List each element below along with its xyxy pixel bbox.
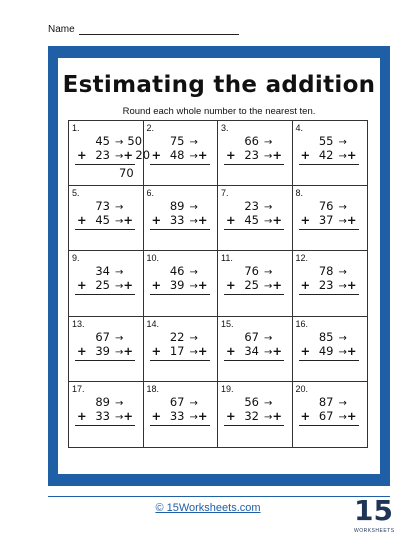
arrow-icon: →	[264, 137, 273, 148]
plus-sign: +	[77, 213, 87, 228]
addend-top: 66	[244, 134, 259, 148]
problem-number: 15.	[221, 318, 234, 329]
addend-top: 67	[244, 329, 259, 344]
addend-top: 87	[318, 394, 334, 409]
addend-row-bottom	[77, 409, 153, 423]
addend-bottom: 34	[244, 343, 259, 358]
addend-row-bottom	[152, 148, 228, 162]
plus-sign: +	[300, 408, 311, 423]
answer-rule	[224, 294, 284, 295]
addend-row-bottom	[152, 278, 228, 292]
arrow-icon: →	[115, 202, 124, 214]
problem-number: 11.	[221, 253, 233, 264]
addend-top: 22	[169, 329, 185, 344]
plus-sign: +	[77, 343, 87, 358]
addend-bottom: 39	[169, 278, 185, 293]
plus-sign: +	[300, 278, 311, 293]
addend-row-bottom	[77, 278, 153, 292]
problem-number: 17.	[72, 383, 85, 394]
plus-sign: +	[346, 148, 357, 162]
arrow-icon: →	[115, 281, 124, 293]
addend-bottom: 17	[169, 343, 185, 358]
arrow-icon: →	[115, 216, 124, 228]
arrow-icon: →	[338, 411, 347, 423]
problem-number: 12.	[295, 253, 309, 264]
addend-bottom: 39	[95, 343, 110, 358]
addend-row-bottom	[226, 409, 302, 423]
plus-sign: +	[226, 278, 236, 293]
addend-row-top	[77, 330, 145, 344]
problem-number: 3.	[221, 123, 229, 133]
addend-top: 34	[95, 264, 110, 279]
addend-bottom: 25	[244, 278, 259, 293]
addend-top: 76	[318, 199, 334, 214]
arrow-icon: →	[338, 332, 347, 344]
plus-sign: +	[151, 408, 162, 423]
addend-row-top	[301, 395, 369, 409]
plus-sign: +	[123, 278, 134, 293]
addend-top: 67	[95, 329, 110, 344]
plus-sign: +	[226, 213, 236, 228]
arrow-icon: →	[189, 397, 198, 409]
plus-sign: +	[300, 148, 311, 162]
addend-row-bottom	[77, 344, 153, 358]
addend-bottom: 49	[318, 343, 334, 358]
plus-sign: +	[272, 278, 283, 293]
addend-row-top	[77, 395, 145, 409]
addend-row-bottom	[77, 213, 153, 227]
plus-sign: +	[123, 148, 134, 162]
addend-top: 23	[244, 199, 259, 214]
answer-rule	[75, 425, 135, 426]
arrow-icon: →	[338, 202, 347, 214]
answer-rule	[75, 294, 135, 295]
plus-sign: +	[346, 278, 357, 293]
problem-cell	[293, 317, 368, 382]
plus-sign: +	[197, 148, 208, 162]
arrow-icon: →	[189, 267, 198, 279]
arrow-icon: →	[338, 137, 347, 148]
addend-row-bottom	[152, 409, 228, 423]
arrow-icon: →	[115, 332, 124, 344]
answer-rule	[299, 360, 359, 361]
addend-row-bottom	[226, 213, 302, 227]
addend-bottom: 33	[95, 408, 110, 423]
problem-number: 16.	[295, 318, 309, 329]
arrow-icon: →	[189, 346, 198, 358]
problem-number: 8.	[295, 188, 304, 199]
plus-sign: +	[197, 278, 208, 293]
arrow-icon: →	[189, 216, 198, 228]
answer-rule	[224, 360, 284, 361]
problem-cell	[69, 317, 144, 382]
addend-bottom: 23	[318, 278, 334, 293]
addend-bottom: 45	[95, 213, 110, 228]
addend-row-top	[301, 330, 369, 344]
plus-sign: +	[226, 148, 236, 162]
addend-top: 78	[318, 264, 334, 279]
plus-sign: +	[272, 343, 283, 358]
answer-rule	[75, 360, 135, 361]
arrow-icon: →	[189, 202, 198, 214]
addend-bottom: 37	[318, 213, 334, 228]
problem-number: 13.	[72, 318, 85, 329]
addend-bottom: 23	[244, 148, 259, 162]
problem-cell	[218, 186, 293, 251]
addend-top: 67	[169, 394, 185, 409]
addend-row-top	[226, 395, 294, 409]
plus-sign: +	[346, 213, 357, 228]
arrow-icon: →	[264, 281, 273, 293]
plus-sign: +	[300, 213, 311, 228]
plus-sign: +	[151, 148, 162, 162]
addend-top: 85	[318, 329, 334, 344]
answer-rule	[299, 294, 359, 295]
name-field	[48, 24, 239, 35]
addend-top: 89	[169, 199, 185, 214]
addend-row-top	[77, 199, 145, 213]
answer-rule	[150, 425, 210, 426]
plus-sign: +	[272, 408, 283, 423]
addend-row-top	[226, 330, 294, 344]
problem-number: 7.	[221, 188, 229, 199]
problem-number: 10.	[146, 253, 160, 264]
problem-cell	[293, 186, 368, 251]
answer-rule	[150, 164, 210, 165]
addend-row-bottom	[301, 409, 377, 423]
addend-row-top	[226, 199, 294, 213]
problem-cell	[218, 251, 293, 316]
addend-row-top	[226, 264, 294, 278]
problem-number: 5.	[72, 188, 80, 199]
problem-cell	[293, 382, 368, 447]
plus-sign: +	[123, 343, 134, 358]
arrow-icon: →	[189, 151, 198, 162]
problem-cell	[69, 251, 144, 316]
problem-number: 18.	[146, 383, 160, 394]
problem-number: 14.	[146, 318, 160, 329]
plus-sign: +	[197, 343, 208, 358]
addend-row-bottom	[301, 213, 377, 227]
addend-top: 56	[244, 394, 259, 409]
addend-bottom: 67	[318, 408, 334, 423]
plus-sign: +	[151, 343, 162, 358]
footer-link[interactable]: © 15Worksheets.com	[155, 502, 261, 514]
plus-sign: +	[197, 408, 208, 423]
problem-number: 1.	[72, 123, 80, 133]
addend-row-top	[152, 134, 220, 148]
problem-cell	[144, 186, 219, 251]
addend-bottom: 42	[318, 148, 334, 162]
arrow-icon: →	[115, 267, 124, 279]
answer-rule	[150, 360, 210, 361]
answer-rule	[150, 294, 210, 295]
logo-text: WORKSHEETS	[354, 528, 395, 534]
addend-row-bottom	[226, 344, 302, 358]
addend-row-top	[152, 264, 220, 278]
worksheet-instructions: Round each whole number to the nearest ten.	[122, 106, 316, 117]
arrow-icon: →	[264, 332, 273, 344]
problem-number: 9.	[72, 253, 80, 264]
arrow-icon: →	[264, 202, 273, 214]
worksheet-body	[58, 58, 380, 474]
arrow-icon: →	[264, 346, 273, 358]
arrow-icon: →	[338, 397, 347, 409]
plus-sign: +	[272, 213, 283, 228]
plus-sign: +	[151, 278, 162, 293]
arrow-icon: →	[115, 137, 124, 148]
plus-sign: +	[197, 213, 208, 228]
problem-number: 2.	[146, 123, 155, 133]
addend-row-top	[301, 199, 369, 213]
plus-sign: +	[346, 343, 357, 358]
arrow-icon: →	[115, 397, 124, 409]
arrow-icon: →	[189, 411, 198, 423]
plus-sign: +	[77, 278, 87, 293]
site-logo	[354, 494, 395, 534]
rounded-bottom-answer[interactable]: 20	[135, 148, 151, 162]
arrow-icon: →	[338, 346, 347, 358]
plus-sign: +	[272, 148, 283, 162]
plus-sign: +	[226, 343, 236, 358]
arrow-icon: →	[115, 151, 124, 162]
addend-row-bottom	[301, 278, 377, 292]
problem-cell	[144, 251, 219, 316]
arrow-icon: →	[189, 137, 198, 148]
problem-cell	[293, 121, 368, 186]
rounded-top-answer[interactable]: 50	[127, 134, 143, 148]
arrow-icon: →	[115, 346, 124, 358]
plus-sign: +	[346, 408, 357, 423]
worksheet-frame	[48, 46, 390, 486]
logo-number: 15	[354, 494, 393, 527]
worksheet-title: Estimating the addition	[62, 72, 376, 98]
arrow-icon: →	[264, 151, 273, 162]
problem-cell	[69, 121, 151, 186]
footer-divider	[48, 496, 390, 497]
addend-row-bottom	[226, 148, 302, 162]
problem-cell	[218, 121, 293, 186]
addend-top: 75	[169, 134, 185, 148]
arrow-icon: →	[338, 267, 347, 279]
addend-top: 76	[244, 264, 259, 279]
addend-bottom: 33	[169, 408, 185, 423]
addend-row-top	[152, 199, 220, 213]
answer-rule	[299, 164, 359, 165]
addend-row-bottom	[77, 148, 153, 162]
addend-row-top	[301, 264, 369, 278]
problem-cell	[69, 382, 144, 447]
addend-bottom: 32	[244, 408, 259, 423]
arrow-icon: →	[264, 216, 273, 228]
answer-rule	[75, 229, 135, 230]
answer-rule	[224, 164, 284, 165]
answer-rule	[75, 164, 135, 165]
problem-number: 19.	[221, 383, 234, 394]
arrow-icon: →	[264, 397, 273, 409]
plus-sign: +	[300, 343, 311, 358]
name-label: Name	[48, 24, 75, 35]
addend-bottom: 23	[95, 148, 110, 162]
answer-rule	[150, 229, 210, 230]
addend-row-bottom	[301, 344, 377, 358]
problem-number: 20.	[295, 383, 309, 394]
problem-cell	[69, 186, 144, 251]
arrow-icon: →	[264, 267, 273, 279]
addend-bottom: 48	[169, 148, 185, 162]
plus-sign: +	[77, 408, 87, 423]
addend-row-bottom	[226, 278, 302, 292]
problem-number: 6.	[146, 188, 155, 199]
plus-sign: +	[226, 408, 236, 423]
answer-rule	[224, 425, 284, 426]
addend-top: 73	[95, 199, 110, 214]
plus-sign: +	[77, 148, 87, 162]
addend-row-bottom	[152, 344, 228, 358]
arrow-icon: →	[189, 332, 198, 344]
addend-row-top	[226, 134, 294, 148]
addend-row-top	[77, 134, 145, 148]
addend-top: 89	[95, 394, 110, 409]
addend-bottom: 45	[244, 213, 259, 228]
plus-sign: +	[123, 408, 134, 423]
addend-row-top	[301, 134, 369, 148]
arrow-icon: →	[115, 411, 124, 423]
addend-row-bottom	[152, 213, 228, 227]
addend-row-top	[152, 395, 220, 409]
arrow-icon: →	[189, 281, 198, 293]
arrow-icon: →	[338, 151, 347, 162]
problem-cell	[293, 251, 368, 316]
answer-rule	[224, 229, 284, 230]
problem-cell	[144, 317, 219, 382]
problem-grid	[68, 120, 368, 448]
arrow-icon: →	[264, 411, 273, 423]
addend-top: 55	[318, 134, 334, 148]
problem-cell	[144, 121, 219, 186]
answer-rule	[299, 229, 359, 230]
problem-cell	[218, 382, 293, 447]
plus-sign: +	[151, 213, 162, 228]
addend-top: 45	[95, 134, 110, 148]
plus-sign: +	[123, 213, 134, 228]
arrow-icon: →	[338, 281, 347, 293]
estimated-sum[interactable]: 70	[119, 166, 134, 180]
name-blank-line[interactable]	[79, 25, 239, 35]
addend-bottom: 25	[95, 278, 110, 293]
addend-bottom: 33	[169, 213, 185, 228]
answer-rule	[299, 425, 359, 426]
addend-row-top	[77, 264, 145, 278]
problem-cell	[144, 382, 219, 447]
problem-cell	[218, 317, 293, 382]
addend-row-bottom	[301, 148, 377, 162]
arrow-icon: →	[338, 216, 347, 228]
problem-number: 4.	[295, 123, 304, 133]
addend-top: 46	[169, 264, 185, 279]
addend-row-top	[152, 330, 220, 344]
